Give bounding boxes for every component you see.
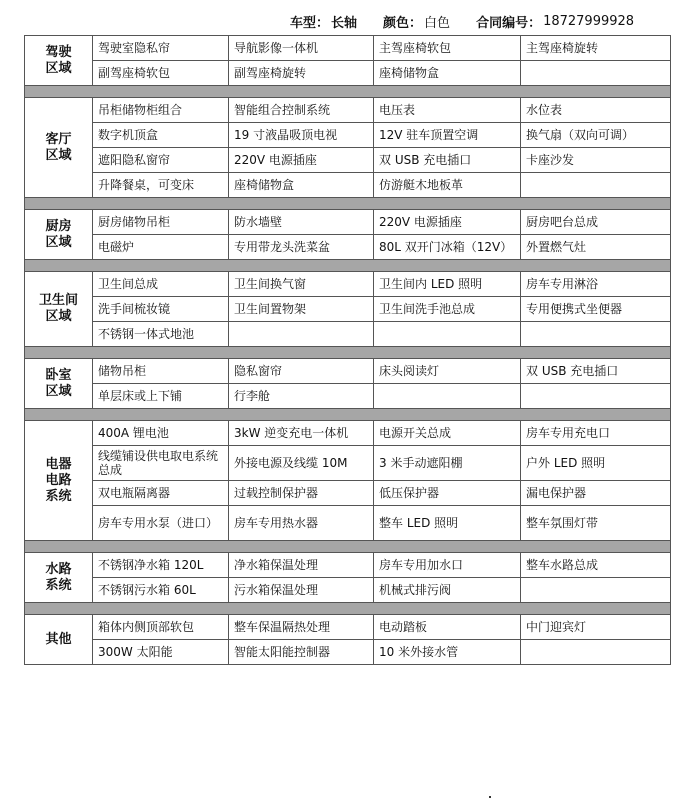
table-cell: 220V 电源插座 [229,148,374,173]
table-cell: 卫生间置物架 [229,297,374,322]
table-row [25,446,671,481]
table-cell: 专用便携式坐便器 [521,297,671,322]
section-label: 水路 系统 [25,553,93,603]
table-cell: 副驾座椅软包 [93,61,229,86]
table-cell [521,173,671,198]
model-value: 长轴 [331,15,358,31]
table-cell [521,322,671,347]
table-cell: 房车专用淋浴 [521,272,671,297]
table-row [25,61,671,86]
separator-cell [25,603,671,615]
table-cell: 房车专用水泵（进口） [93,506,229,541]
section-label: 卫生间 区域 [25,272,93,347]
contract-header [290,10,634,32]
table-cell: 双电瓶隔离器 [93,481,229,506]
table-cell: 房车专用充电口 [521,421,671,446]
color-label: 颜色： [383,15,423,31]
table-row [25,98,671,123]
table-cell: 不锈钢一体式地池 [93,322,229,347]
section-separator [25,541,671,553]
table-cell: 房车专用热水器 [229,506,374,541]
separator-cell [25,347,671,359]
table-cell: 行李舱 [229,384,374,409]
table-cell: 不锈钢净水箱 120L [93,553,229,578]
table-cell [521,640,671,665]
table-row [25,210,671,235]
table-row [25,148,671,173]
section-label: 驾驶 区域 [25,36,93,86]
table-cell [374,322,521,347]
section-separator [25,409,671,421]
table-cell: 漏电保护器 [521,481,671,506]
section-separator [25,260,671,272]
table-cell: 厨房储物吊柜 [93,210,229,235]
table-cell: 双 USB 充电插口 [374,148,521,173]
table-cell: 座椅储物盒 [374,61,521,86]
table-row [25,640,671,665]
table-cell: 卫生间换气窗 [229,272,374,297]
table-cell: 3 米手动遮阳棚 [374,446,521,481]
table-row [25,481,671,506]
table-cell: 户外 LED 照明 [521,446,671,481]
table-cell: 12V 驻车顶置空调 [374,123,521,148]
separator-cell [25,198,671,210]
table-row [25,322,671,347]
table-cell: 整车水路总成 [521,553,671,578]
table-cell: 过载控制保护器 [229,481,374,506]
section-label: 客厅 区域 [25,98,93,198]
section-separator [25,198,671,210]
contract-number-label: 合同编号： [476,15,542,31]
table-cell: 单层床或上下铺 [93,384,229,409]
table-cell: 整车保温隔热处理 [229,615,374,640]
table-cell: 驾驶室隐私帘 [93,36,229,61]
footer-dot [489,796,491,798]
table-row [25,235,671,260]
table-cell: 座椅储物盒 [229,173,374,198]
table-row [25,506,671,541]
section-separator [25,86,671,98]
table-row [25,553,671,578]
table-cell: 线缆铺设供电取电系统总成 [93,446,229,481]
table-cell: 吊柜储物柜组合 [93,98,229,123]
table-cell: 整车氛围灯带 [521,506,671,541]
model-label: 车型： [290,15,330,31]
table-cell: 80L 双开门冰箱（12V） [374,235,521,260]
table-cell: 整车 LED 照明 [374,506,521,541]
table-cell: 19 寸液晶吸顶电视 [229,123,374,148]
table-row [25,578,671,603]
table-cell: 220V 电源插座 [374,210,521,235]
table-row [25,359,671,384]
table-cell: 污水箱保温处理 [229,578,374,603]
table-cell: 副驾座椅旋转 [229,61,374,86]
separator-cell [25,86,671,98]
table-row [25,36,671,61]
table-cell: 双 USB 充电插口 [521,359,671,384]
table-cell: 外接电源及线缆 10M [229,446,374,481]
table-cell [374,384,521,409]
separator-cell [25,541,671,553]
table-cell: 洗手间梳妆镜 [93,297,229,322]
table-cell: 厨房吧台总成 [521,210,671,235]
table-cell: 主驾座椅旋转 [521,36,671,61]
table-cell: 电源开关总成 [374,421,521,446]
table-cell: 电磁炉 [93,235,229,260]
table-row [25,384,671,409]
table-cell: 主驾座椅软包 [374,36,521,61]
table-cell: 专用带龙头洗菜盆 [229,235,374,260]
table-cell: 卫生间内 LED 照明 [374,272,521,297]
table-row [25,173,671,198]
table-cell: 箱体内侧顶部软包 [93,615,229,640]
section-label: 电器 电路 系统 [25,421,93,541]
section-label: 厨房 区域 [25,210,93,260]
table-row [25,421,671,446]
table-cell: 400A 锂电池 [93,421,229,446]
section-separator [25,603,671,615]
table-cell: 净水箱保温处理 [229,553,374,578]
separator-cell [25,260,671,272]
table-cell: 不锈钢污水箱 60L [93,578,229,603]
table-cell: 智能组合控制系统 [229,98,374,123]
table-cell: 换气扇（双向可调） [521,123,671,148]
color-value: 白色 [424,15,451,31]
table-row [25,615,671,640]
table-cell: 卡座沙发 [521,148,671,173]
table-cell: 中门迎宾灯 [521,615,671,640]
table-cell: 导航影像一体机 [229,36,374,61]
table-cell: 低压保护器 [374,481,521,506]
separator-cell [25,409,671,421]
table-cell: 储物吊柜 [93,359,229,384]
section-label: 卧室 区域 [25,359,93,409]
table-cell [521,384,671,409]
section-separator [25,347,671,359]
table-cell: 隐私窗帘 [229,359,374,384]
table-cell: 卫生间洗手池总成 [374,297,521,322]
table-cell: 数字机顶盒 [93,123,229,148]
table-cell: 床头阅读灯 [374,359,521,384]
table-cell: 仿游艇木地板革 [374,173,521,198]
table-cell: 电动踏板 [374,615,521,640]
table-row [25,297,671,322]
table-cell: 智能太阳能控制器 [229,640,374,665]
table-cell: 卫生间总成 [93,272,229,297]
section-label: 其他 [25,615,93,665]
table-cell [521,578,671,603]
table-cell: 3kW 逆变充电一体机 [229,421,374,446]
table-row [25,272,671,297]
configuration-table [24,35,671,665]
table-cell: 机械式排污阀 [374,578,521,603]
table-cell: 防水墙壁 [229,210,374,235]
table-cell [229,322,374,347]
table-cell: 遮阳隐私窗帘 [93,148,229,173]
table-cell [521,61,671,86]
table-row [25,123,671,148]
table-cell: 10 米外接水管 [374,640,521,665]
table-cell: 水位表 [521,98,671,123]
table-cell: 300W 太阳能 [93,640,229,665]
table-cell: 外置燃气灶 [521,235,671,260]
table-cell: 电压表 [374,98,521,123]
table-cell: 升降餐桌，可变床 [93,173,229,198]
table-cell: 房车专用加水口 [374,553,521,578]
contract-number-value: 18727999928 [543,13,635,29]
